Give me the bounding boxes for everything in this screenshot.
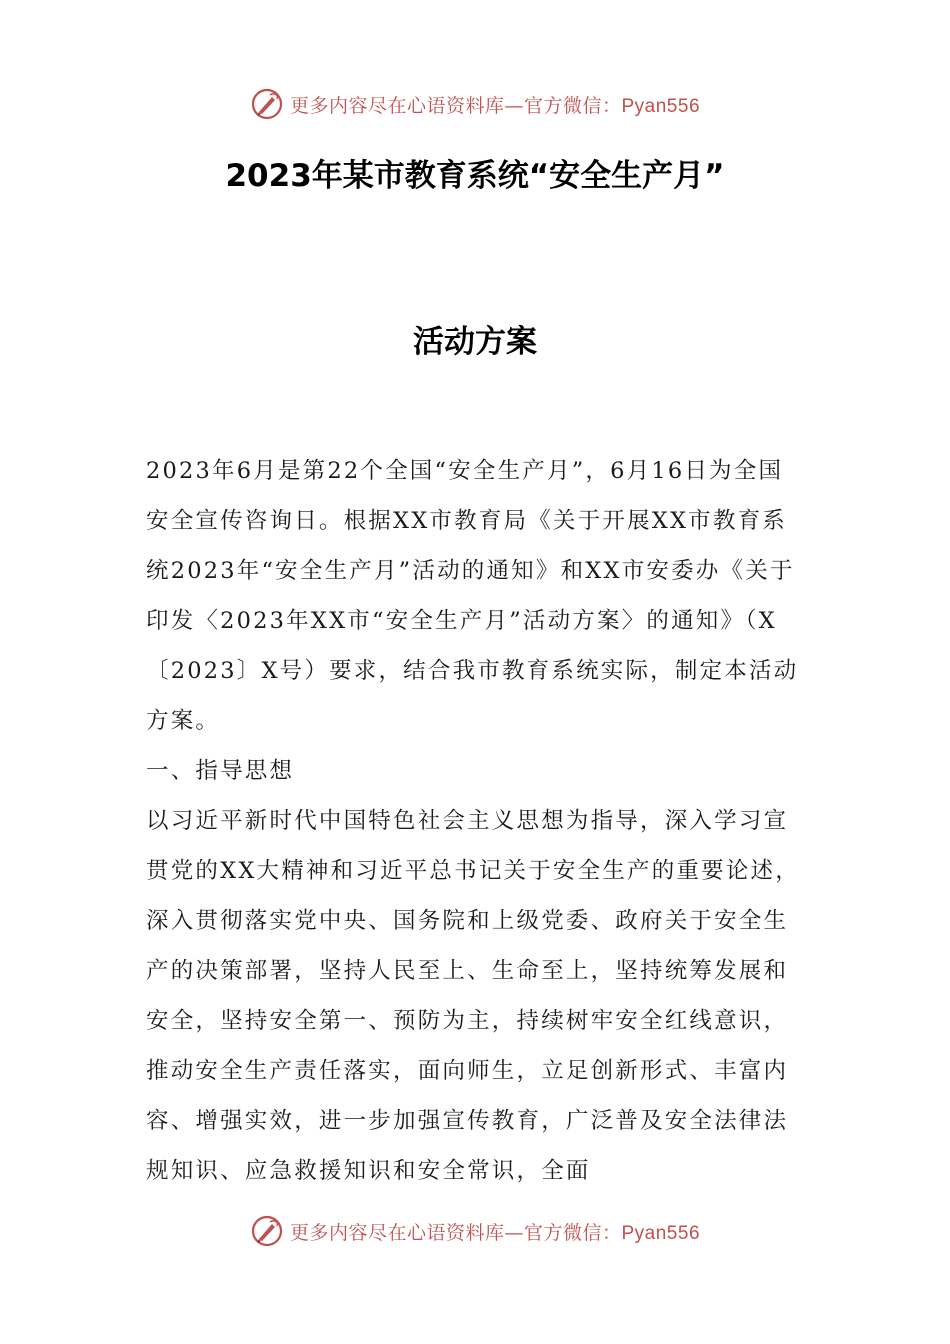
pen-logo-icon bbox=[250, 87, 284, 121]
watermark-account: Pyan556 bbox=[621, 95, 701, 117]
header-watermark bbox=[0, 84, 950, 124]
intro-paragraph: 2023年6月是第22个全国“安全生产月”，6月16日为全国安全宣传咨询日。根据XX市教育局《关于开展XX市教育系统2023年“安全生产月”活动的通知》和XX市安委办《关于印发〈2023年XX市“安全生产月”活动方案〉的通知》（X〔2023〕X号）要求，结合我市教育系统实际，制定本活动方案。 bbox=[146, 458, 799, 734]
document-title-line-2: 活动方案 bbox=[413, 324, 537, 360]
document-body bbox=[146, 446, 806, 1196]
guiding-ideology-paragraph: 以习近平新时代中国特色社会主义思想为指导，深入学习宣贯党的XX大精神和习近平总书记关于安全生产的重要论述，深入贯彻落实党中央、国务院和上级党委、政府关于安全生产的决策部署，坚持人民至上、生命至上，坚持统筹发展和安全，坚持安全第一、预防为主，持续树牢安全红线意识，推动安全生产责任落实，面向师生，立足创新形式、丰富内容、增强实效，进一步加强宣传教育，广泛普及安全法律法规知识、应急救援知识和安全常识，全面 bbox=[146, 808, 800, 1184]
watermark-account: Pyan556 bbox=[621, 1222, 701, 1244]
document-title-line-1: 2023年某市教育系统“安全生产月” bbox=[225, 158, 725, 194]
footer-watermark bbox=[0, 1211, 950, 1251]
watermark-text bbox=[290, 1218, 700, 1245]
section-heading: 一、指导思想 bbox=[146, 758, 295, 784]
watermark-label: 更多内容尽在心语资料库—官方微信： bbox=[289, 1221, 622, 1244]
watermark-text bbox=[290, 91, 700, 118]
pen-logo-icon bbox=[250, 1214, 284, 1248]
watermark-label: 更多内容尽在心语资料库—官方微信： bbox=[289, 94, 622, 117]
